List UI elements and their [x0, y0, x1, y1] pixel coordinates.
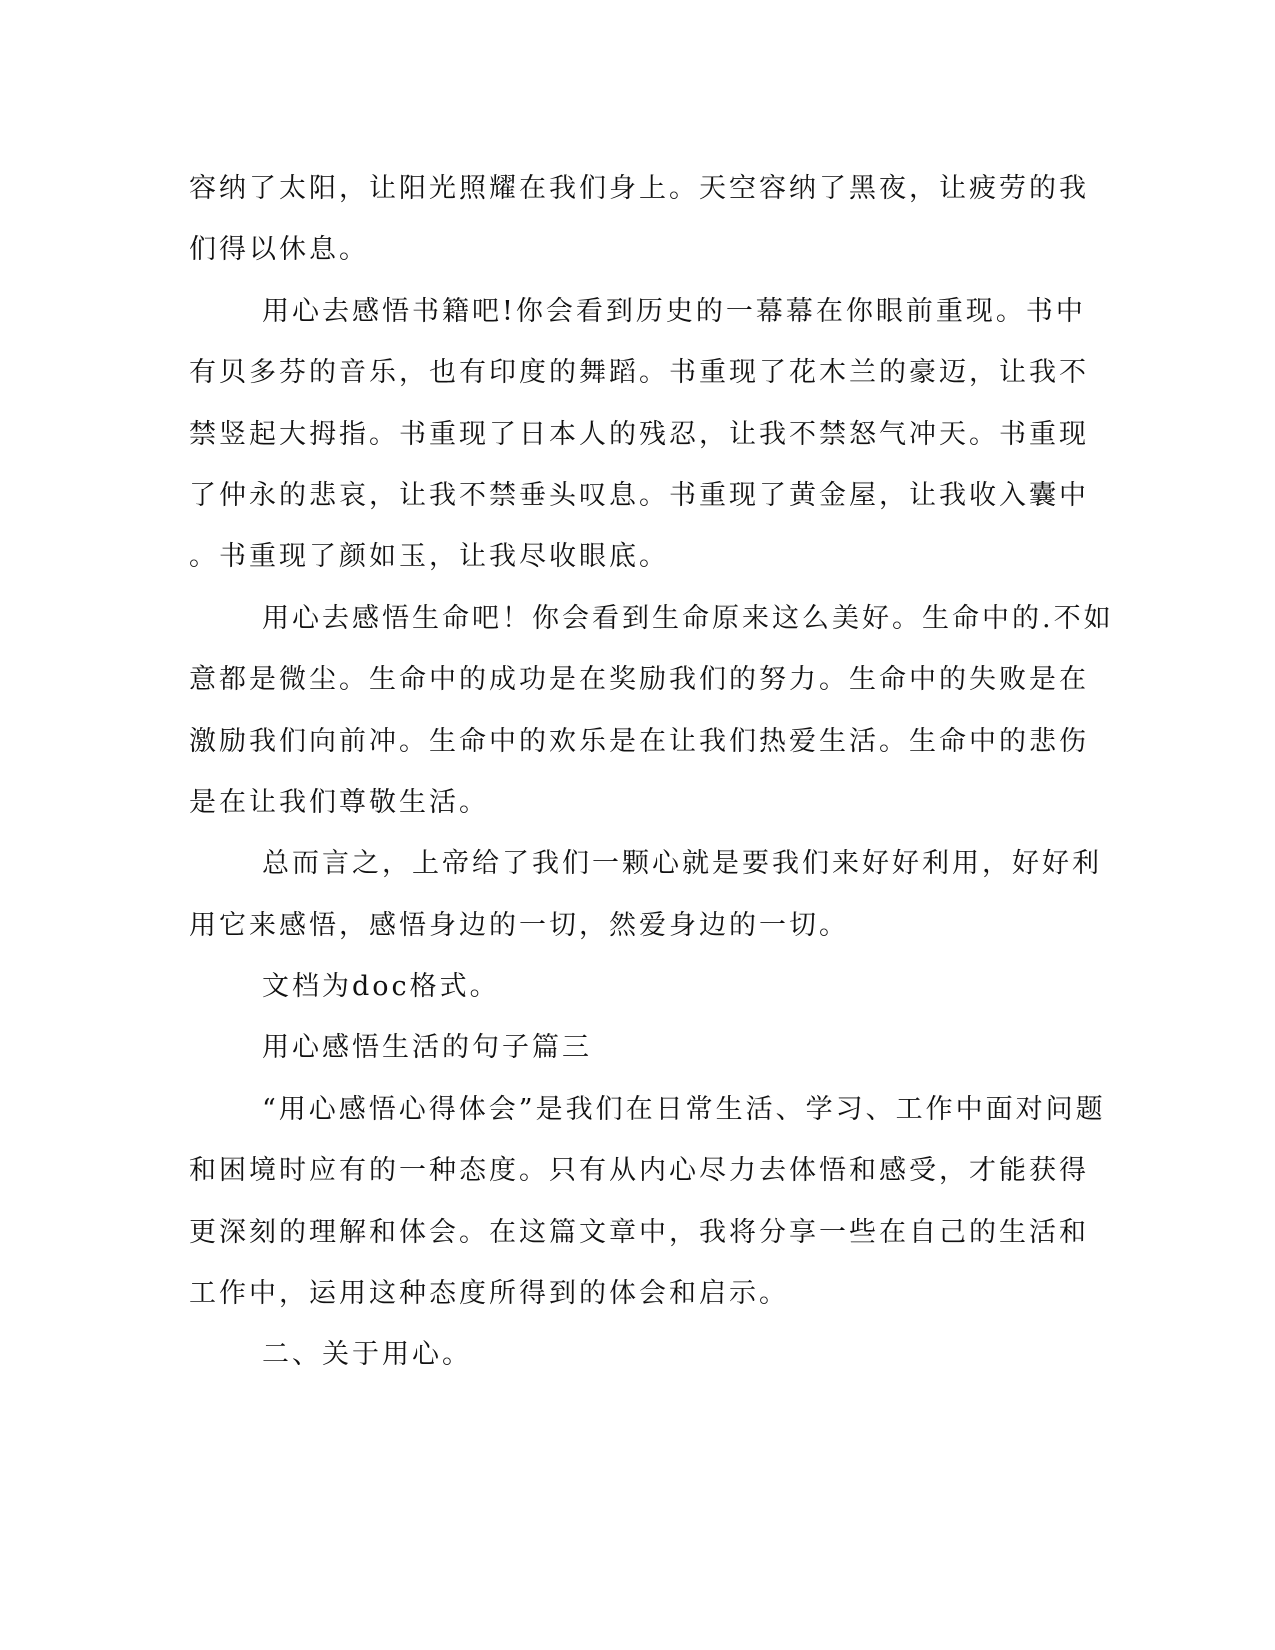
text-line: 工作中，运用这种态度所得到的体会和启示。 — [189, 1278, 789, 1310]
text-line: 了仲永的悲哀，让我不禁垂头叹息。书重现了黄金屋，让我收入囊中 — [189, 479, 1089, 511]
text-line: 有贝多芬的音乐，也有印度的舞蹈。书重现了花木兰的豪迈，让我不 — [189, 357, 1089, 389]
paragraph-start-line: “用心感悟心得体会”是我们在日常生活、学习、工作中面对问题 — [262, 1093, 1106, 1125]
text-line: 更深刻的理解和体会。在这篇文章中，我将分享一些在自己的生活和 — [189, 1216, 1089, 1248]
paragraph-start-line: 总而言之，上帝给了我们一颗心就是要我们来好好利用，好好利 — [262, 848, 1102, 880]
text-line: 禁竖起大拇指。书重现了日本人的残忍，让我不禁怒气冲天。书重现 — [189, 418, 1089, 450]
body-text — [189, 158, 1114, 1386]
text-line: 激励我们向前冲。生命中的欢乐是在让我们热爱生活。生命中的悲伤 — [189, 725, 1089, 757]
text-line: 是在让我们尊敬生活。 — [189, 786, 489, 818]
format-note: 文档为doc格式。 — [262, 971, 500, 1003]
paragraph-start-line: 用心去感悟书籍吧!你会看到历史的一幕幕在你眼前重现。书中 — [262, 295, 1086, 327]
paragraph-start-line: 用心去感悟生命吧！你会看到生命原来这么美好。生命中的.不如 — [262, 602, 1114, 634]
text-line: 用它来感悟，感悟身边的一切，然爱身边的一切。 — [189, 909, 849, 941]
text-line: 们得以休息。 — [189, 234, 369, 266]
text-line: 容纳了太阳，让阳光照耀在我们身上。天空容纳了黑夜，让疲劳的我 — [189, 173, 1089, 204]
text-line: 。书重现了颜如玉，让我尽收眼底。 — [189, 541, 669, 573]
text-line: 和困境时应有的一种态度。只有从内心尽力去体悟和感受，才能获得 — [189, 1155, 1089, 1187]
text-line: 意都是微尘。生命中的成功是在奖励我们的努力。生命中的失败是在 — [189, 664, 1089, 696]
subsection-heading: 二、关于用心。 — [262, 1339, 472, 1371]
section-heading: 用心感悟生活的句子篇三 — [262, 1032, 592, 1064]
